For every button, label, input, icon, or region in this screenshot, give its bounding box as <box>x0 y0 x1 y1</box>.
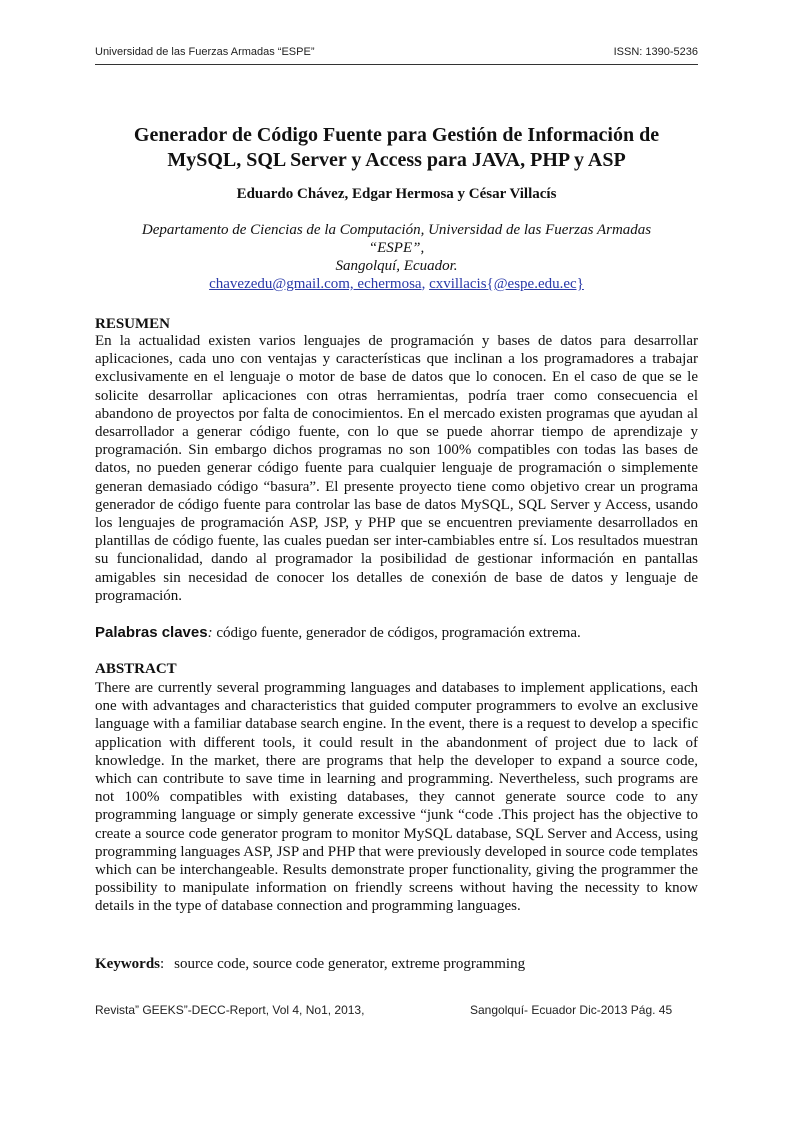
email-link-2[interactable]: cxvillacis{@espe.edu.ec} <box>429 276 584 292</box>
paper-title <box>95 123 698 173</box>
palabras-claves-colon: : <box>207 625 213 641</box>
palabras-claves <box>95 624 698 642</box>
email-link-1[interactable]: chavezedu@gmail.com, echermosa <box>209 276 422 292</box>
affiliation-line-1: Departamento de Ciencias de la Computación, Universidad de las Fuerzas Armadas <box>141 222 652 238</box>
affiliation <box>95 221 698 275</box>
title-line-2: MySQL, SQL Server y Access para JAVA, PHP y ASP <box>167 149 626 171</box>
email-separator: , <box>421 276 430 292</box>
keywords <box>95 956 698 973</box>
affiliation-line-2: “ESPE”, <box>368 240 425 256</box>
author-emails <box>95 276 698 293</box>
title-line-1: Generador de Código Fuente para Gestión de Información de <box>133 124 660 146</box>
header-divider <box>95 64 698 65</box>
abstract-body: There are currently several programming languages and databases to implement applications, each one with advantages and characteristics that guided computer programmers to evolve an exclusive language with a familiar database search engine. In the event, there is a request to develop a specific application with different tools, it could result in the abandonment of project due to lack of knowledge. In the market, there are programs that help the developer to expand a source code, which can contribute to save time in learning and programming. Nevertheless, such programs are not 100% compatibles with existing databases, they cannot generate source code to any programming language or simply generate excessive “junk “code .This project has the objective to create a source code generator program to monitor MySQL database, SQL Server and Access, using programming languages ASP, JSP and PHP that were previously developed in source code templates which can be interchangeable. Results demonstrate proper functionality, giving the programmer the possibility to manipulate information on friendly screens without having the necessity to know details in the type of database connection and programming languages. <box>95 680 698 915</box>
resumen-body: En la actualidad existen varios lenguajes de programación y bases de datos para desarrollar aplicaciones, cada uno con ventajas y características que inclinan a los programadores a trabajar exclusivamente en el lenguaje o motor de base de datos que lo conocen. En el caso de que se le solicite desarrollar aplicaciones con otras herramientas, podría traer como consecuencia el abandono de proyectos por falta de conocimientos. En el mercado existen programas que ayudan al desarrollador a generar código fuente, con lo que se puede ahorrar tiempo de aprendizaje y programación. Sin embargo dichos programas no son 100% compatibles con todas las bases de datos, no pueden generar código fuente para cualquier lenguaje de programación o simplemente generan demasiado código “basura”. El presente proyecto tiene como objetivo crear un programa generador de código fuente para controlar las base de datos MySQL, SQL Server y Access, usando los lenguajes de programación ASP, JSP, y PHP que se encuentren previamente desarrollados en plantillas de código fuente, las cuales puedan ser inter-cambiables entre sí. Los resultados muestran su funcionalidad, dando al programador la posibilidad de gestionar información en pantallas amigables sin necesidad de conocer los detalles de conexión de base de datos y lenguaje de programación. <box>95 333 698 604</box>
keywords-label: Keywords <box>95 956 160 972</box>
keywords-colon: : <box>160 956 165 972</box>
keywords-value: source code, source code generator, extreme programming <box>174 956 526 972</box>
header-institution: Universidad de las Fuerzas Armadas “ESPE” <box>95 46 315 58</box>
footer-journal: Revista” GEEKS”-DECC-Report, Vol 4, No1, 2013, <box>95 1003 365 1017</box>
palabras-claves-value: código fuente, generador de códigos, programación extrema. <box>212 625 581 641</box>
resumen-heading: RESUMEN <box>95 316 171 332</box>
affiliation-line-3: Sangolquí, Ecuador. <box>335 258 458 274</box>
abstract-heading: ABSTRACT <box>95 661 177 677</box>
paper-authors: Eduardo Chávez, Edgar Hermosa y César Villacís <box>236 186 557 202</box>
page-header <box>95 46 698 64</box>
header-issn: ISSN: 1390-5236 <box>613 46 698 58</box>
footer-location-page: Sangolquí- Ecuador Dic-2013 Pág. 45 <box>470 1003 673 1017</box>
palabras-claves-label: Palabras claves <box>95 624 208 641</box>
